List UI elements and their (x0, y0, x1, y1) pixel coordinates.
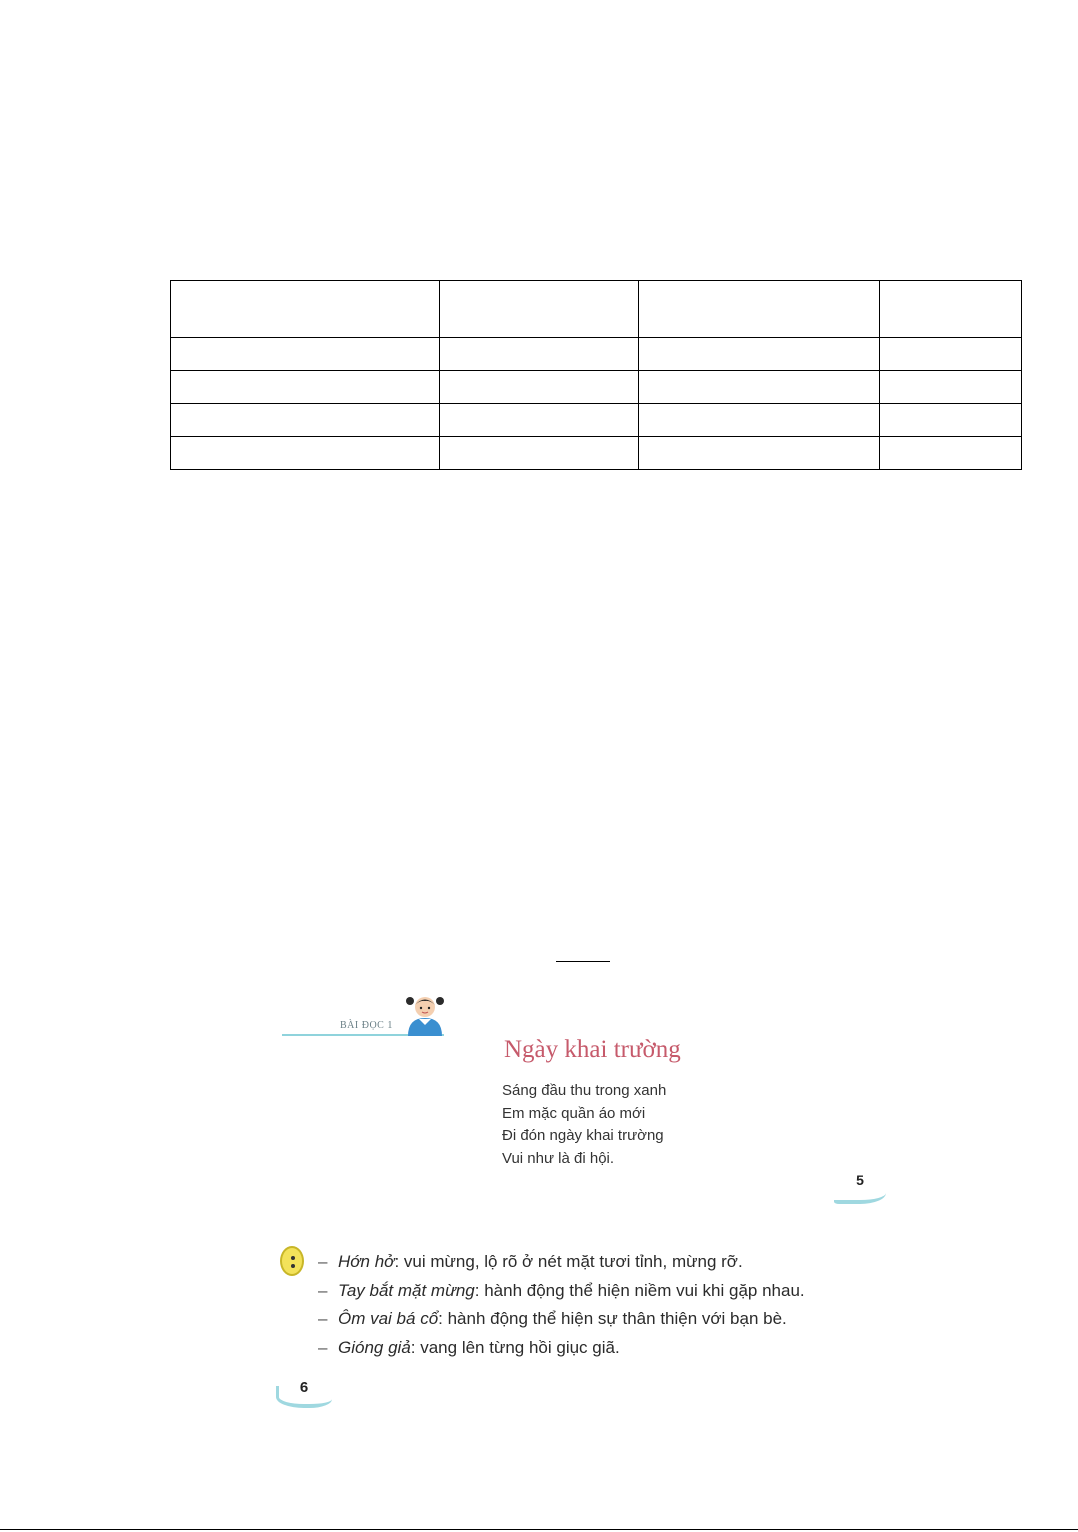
page-bottom-rule (0, 1529, 1078, 1530)
table-cell (880, 371, 1022, 404)
table-row (171, 437, 1022, 470)
vocabulary-definition: : vui mừng, lộ rõ ở nét mặt tươi tỉnh, mừng rỡ. (394, 1252, 743, 1271)
table-cell (639, 437, 880, 470)
table-cell (171, 437, 440, 470)
table-cell (171, 338, 440, 371)
table-cell (880, 281, 1022, 338)
vocabulary-item: – Gióng giả: vang lên từng hồi giục giã. (318, 1337, 620, 1357)
vocabulary-list (318, 1248, 805, 1362)
poem-line: Sáng đầu thu trong xanh (502, 1082, 667, 1099)
table-cell (639, 371, 880, 404)
vocabulary-term: Tay bắt mặt mừng (338, 1280, 475, 1300)
vocabulary-definition: : hành động thể hiện sự thân thiện với bạn bè. (438, 1309, 787, 1328)
table-cell (171, 404, 440, 437)
vocabulary-item: – Hớn hở: vui mừng, lộ rõ ở nét mặt tươi tỉnh, mừng rỡ. (318, 1252, 743, 1271)
poem-title: Ngày khai trường (504, 1036, 681, 1063)
page-number: 5 (856, 1172, 864, 1188)
vocabulary-term: Hớn hở (338, 1252, 395, 1271)
table-cell (639, 404, 880, 437)
table-cell (440, 437, 639, 470)
table-cell (440, 404, 639, 437)
table-cell (880, 404, 1022, 437)
empty-table (170, 280, 1022, 470)
table-cell (171, 371, 440, 404)
table-cell (880, 437, 1022, 470)
smiley-icon (280, 1246, 304, 1276)
table-cell (639, 338, 880, 371)
table-cell (880, 338, 1022, 371)
lesson-label: BÀI ĐỌC 1 (340, 1020, 393, 1031)
table-cell (440, 371, 639, 404)
vocabulary-item: – Ôm vai bá cổ: hành động thể hiện sự thân thiện với bạn bè. (318, 1309, 787, 1328)
page-number: 6 (299, 1379, 309, 1396)
table-cell (440, 281, 639, 338)
vocabulary-term: Ôm vai bá cổ (338, 1309, 439, 1328)
table-row (171, 338, 1022, 371)
vocabulary-term: Gióng giả (338, 1337, 411, 1357)
table-row (171, 404, 1022, 437)
table-cell (639, 281, 880, 338)
page-number-tab (276, 1374, 332, 1408)
poem-line: Đi đón ngày khai trường (502, 1127, 664, 1144)
table-cell (171, 281, 440, 338)
page-number-tab (834, 1170, 886, 1204)
girl-icon (402, 992, 448, 1038)
poem (502, 1080, 666, 1170)
vocabulary-item: – Tay bắt mặt mừng: hành động thể hiện niềm vui khi gặp nhau. (318, 1280, 805, 1300)
poem-line: Em mặc quần áo mới (502, 1104, 646, 1122)
short-divider (556, 961, 610, 962)
icon-dot (291, 1256, 295, 1260)
table-row (171, 371, 1022, 404)
icon-dot (291, 1264, 295, 1268)
vocabulary-definition: : hành động thể hiện niềm vui khi gặp nhau. (474, 1280, 805, 1300)
table-cell (440, 338, 639, 371)
vocabulary-definition: : vang lên từng hồi giục giã. (410, 1337, 620, 1357)
poem-line: Vui như là đi hội. (502, 1149, 615, 1167)
table-header-row (171, 281, 1022, 338)
